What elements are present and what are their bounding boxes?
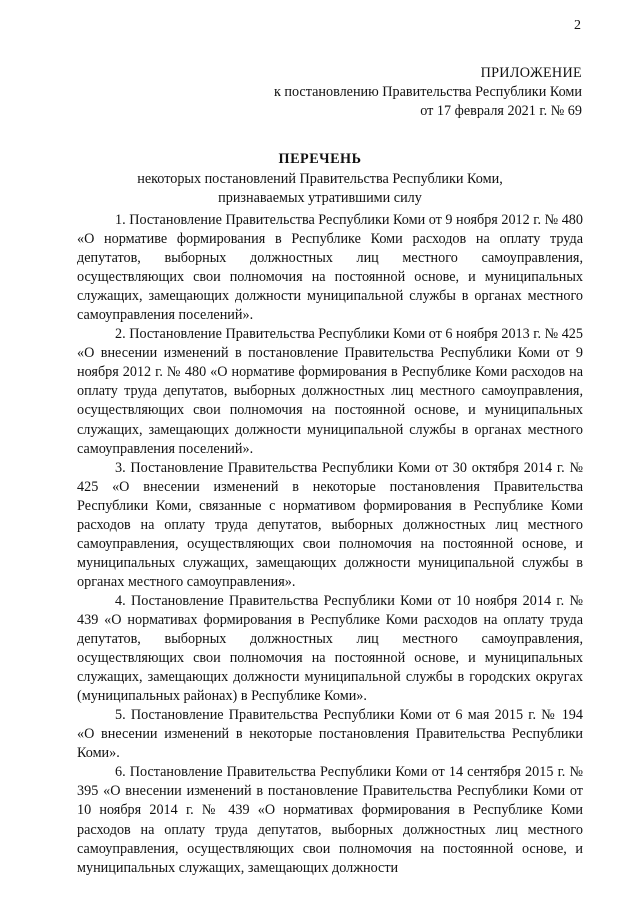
- list-item-3: 3. Постановление Правительства Республики Коми от 30 октября 2014 г. № 425 «О внесении изменений в некоторые постановления Правительства Республики Коми, связанные с нормативом формирования в Республике Коми расходов на оплату труда депутатов, выборных должностных лиц местного самоуправления, осуществляющих свои полномочия на постоянной основе, и муниципальных служащих, замещающих должности муниципальной службы в органах местного самоуправления».: [77, 459, 583, 590]
- list-item-4: 4. Постановление Правительства Республики Коми от 10 ноября 2014 г. № 439 «О нормативах формирования в Республике Коми расходов на оплату труда депутатов, выборных должностных лиц местного самоуправления, осуществляющих свои полномочия на постоянной основе, и муниципальных служащих, замещающих должности муниципальной службы в городских округах (муниципальных районах) в Республике Коми».: [77, 592, 583, 705]
- list-item-6: 6. Постановление Правительства Республики Коми от 14 сентября 2015 г. № 395 «О внесении изменений в постановление Правительства Республики Коми от 10 ноября 2014 г. № 439 «О нормативах формирования в Республике Коми расходов на оплату труда депутатов, выборных должностных лиц местного самоуправления, осуществляющих свои полномочия на постоянной основе, и муниципальных служащих, замещающих должности: [77, 764, 583, 876]
- page-number: 2: [574, 18, 581, 33]
- appendix-line-1: к постановлению Правительства Республики Коми: [273, 84, 582, 100]
- list-item-2: 2. Постановление Правительства Республики Коми от 6 ноября 2013 г. № 425 «О внесении изменений в постановление Правительства Республики Коми от 9 ноября 2012 г. № 480 «О нормативе формирования в Республике Коми расходов на оплату труда депутатов, выборных должностных лиц местного самоуправления, осуществляющих свои полномочия на постоянной основе, и муниципальных служащих, замещающих должности муниципальной службы в органах местного самоуправления поселений».: [77, 326, 583, 457]
- heading-subtitle-1: некоторых постановлений Правительства Республики Коми,: [137, 170, 503, 187]
- document-body: [77, 211, 583, 878]
- appendix-block: [274, 64, 582, 121]
- appendix-title: ПРИЛОЖЕНИЕ: [480, 65, 582, 81]
- list-heading: [0, 150, 640, 209]
- heading-title: ПЕРЕЧЕНЬ: [278, 151, 362, 167]
- heading-subtitle-2: признаваемых утратившими силу: [218, 190, 422, 206]
- list-item-5: 5. Постановление Правительства Республики Коми от 6 мая 2015 г. № 194 «О внесении изменений в некоторые постановления Правительства Республики Коми».: [77, 707, 583, 762]
- appendix-line-2: от 17 февраля 2021 г. № 69: [420, 103, 582, 119]
- list-item-1: 1. Постановление Правительства Республики Коми от 9 ноября 2012 г. № 480 «О нормативе формирования в Республике Коми расходов на оплату труда депутатов, выборных должностных лиц местного самоуправления, осуществляющих свои полномочия на постоянной основе, и муниципальных служащих, замещающих должности муниципальной службы в органах местного самоуправления поселений».: [77, 212, 583, 324]
